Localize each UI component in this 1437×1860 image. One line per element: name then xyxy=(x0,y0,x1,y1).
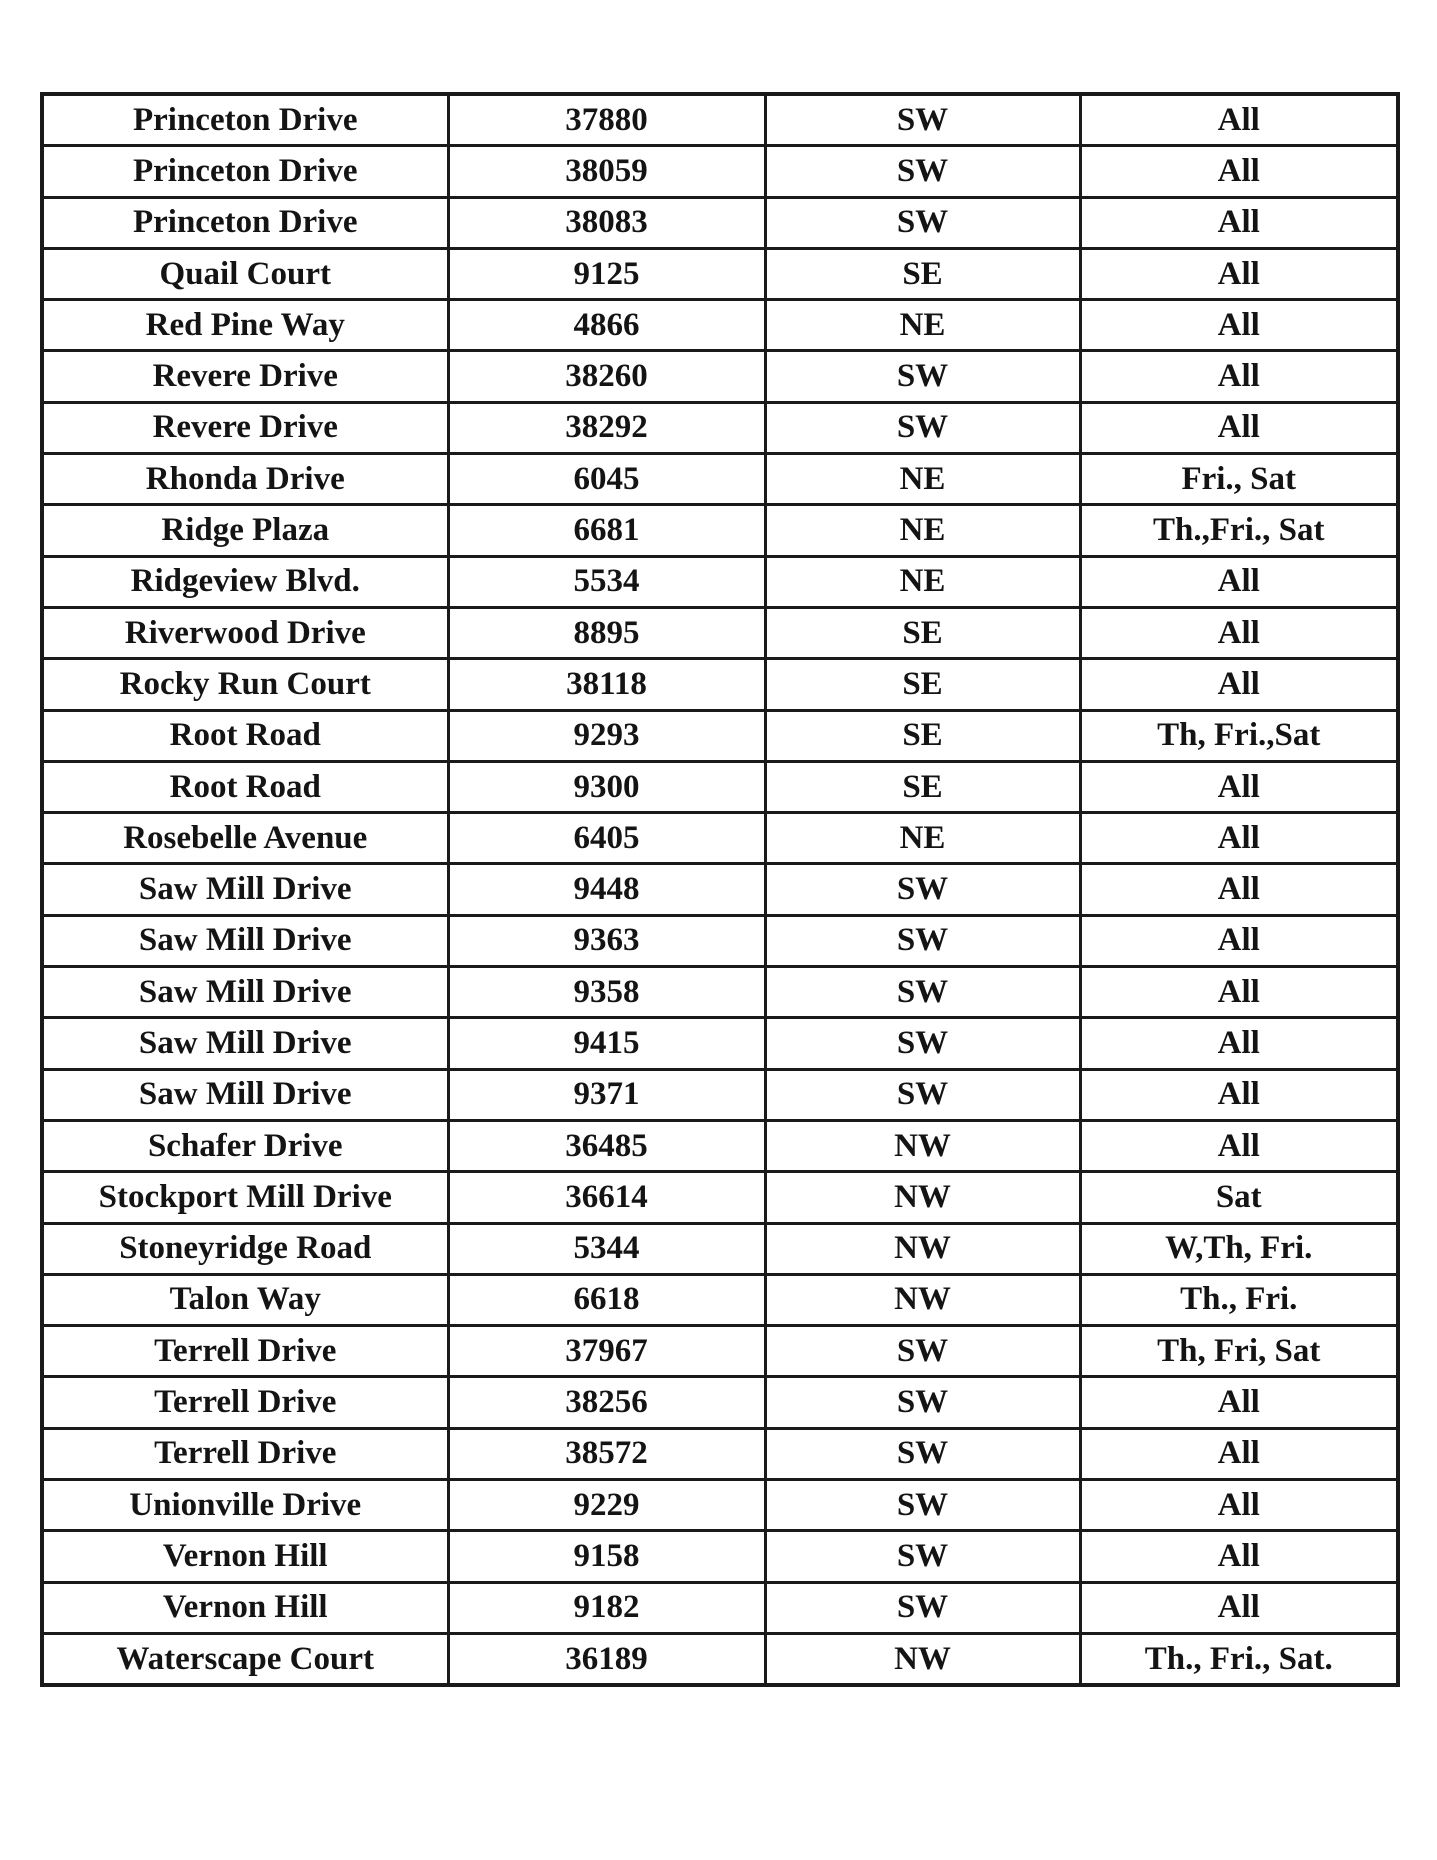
days-cell: Th, Fri, Sat xyxy=(1080,1326,1398,1377)
address-number-cell: 6618 xyxy=(448,1274,765,1325)
table-row xyxy=(42,967,1398,1018)
quadrant-cell: SW xyxy=(765,915,1080,966)
street-name-cell: Stockport Mill Drive xyxy=(42,1172,448,1223)
address-number-cell: 38572 xyxy=(448,1428,765,1479)
days-cell: All xyxy=(1080,1377,1398,1428)
street-name-cell: Schafer Drive xyxy=(42,1120,448,1171)
street-name-cell: Revere Drive xyxy=(42,402,448,453)
quadrant-cell: SW xyxy=(765,197,1080,248)
table-row xyxy=(42,659,1398,710)
street-name-cell: Princeton Drive xyxy=(42,197,448,248)
address-number-cell: 9182 xyxy=(448,1582,765,1633)
table-row xyxy=(42,915,1398,966)
table-row xyxy=(42,94,1398,146)
table-row xyxy=(42,146,1398,197)
table-row xyxy=(42,402,1398,453)
quadrant-cell: SW xyxy=(765,1428,1080,1479)
days-cell: All xyxy=(1080,1582,1398,1633)
days-cell: Th., Fri. xyxy=(1080,1274,1398,1325)
days-cell: All xyxy=(1080,1120,1398,1171)
address-number-cell: 9371 xyxy=(448,1069,765,1120)
address-number-cell: 38059 xyxy=(448,146,765,197)
table-row xyxy=(42,761,1398,812)
street-name-cell: Saw Mill Drive xyxy=(42,1018,448,1069)
address-number-cell: 38292 xyxy=(448,402,765,453)
street-name-cell: Unionville Drive xyxy=(42,1480,448,1531)
quadrant-cell: SW xyxy=(765,1069,1080,1120)
quadrant-cell: NE xyxy=(765,300,1080,351)
quadrant-cell: SW xyxy=(765,94,1080,146)
quadrant-cell: NW xyxy=(765,1274,1080,1325)
table-row xyxy=(42,1582,1398,1633)
days-cell: All xyxy=(1080,556,1398,607)
quadrant-cell: NW xyxy=(765,1223,1080,1274)
days-cell: All xyxy=(1080,402,1398,453)
quadrant-cell: NE xyxy=(765,454,1080,505)
street-name-cell: Ridge Plaza xyxy=(42,505,448,556)
table-row xyxy=(42,505,1398,556)
street-name-cell: Vernon Hill xyxy=(42,1531,448,1582)
days-cell: All xyxy=(1080,1531,1398,1582)
street-name-cell: Stoneyridge Road xyxy=(42,1223,448,1274)
quadrant-cell: SW xyxy=(765,864,1080,915)
address-number-cell: 9448 xyxy=(448,864,765,915)
address-number-cell: 6045 xyxy=(448,454,765,505)
quadrant-cell: SE xyxy=(765,710,1080,761)
table-row xyxy=(42,1377,1398,1428)
days-cell: Th., Fri., Sat. xyxy=(1080,1633,1398,1685)
street-name-cell: Saw Mill Drive xyxy=(42,915,448,966)
street-name-cell: Red Pine Way xyxy=(42,300,448,351)
address-number-cell: 38083 xyxy=(448,197,765,248)
street-name-cell: Saw Mill Drive xyxy=(42,1069,448,1120)
address-number-cell: 5344 xyxy=(448,1223,765,1274)
address-number-cell: 38260 xyxy=(448,351,765,402)
table-row xyxy=(42,1326,1398,1377)
address-number-cell: 9415 xyxy=(448,1018,765,1069)
document-page xyxy=(40,92,1396,1687)
table-row xyxy=(42,813,1398,864)
days-cell: All xyxy=(1080,300,1398,351)
address-number-cell: 6681 xyxy=(448,505,765,556)
days-cell: All xyxy=(1080,915,1398,966)
street-name-cell: Revere Drive xyxy=(42,351,448,402)
address-number-cell: 8895 xyxy=(448,607,765,658)
table-row xyxy=(42,710,1398,761)
table-row xyxy=(42,197,1398,248)
days-cell: All xyxy=(1080,864,1398,915)
address-number-cell: 9229 xyxy=(448,1480,765,1531)
address-number-cell: 36614 xyxy=(448,1172,765,1223)
street-name-cell: Princeton Drive xyxy=(42,146,448,197)
street-name-cell: Rocky Run Court xyxy=(42,659,448,710)
table-row xyxy=(42,1120,1398,1171)
street-name-cell: Quail Court xyxy=(42,248,448,299)
quadrant-cell: SW xyxy=(765,1582,1080,1633)
days-cell: All xyxy=(1080,197,1398,248)
quadrant-cell: SE xyxy=(765,659,1080,710)
days-cell: Th, Fri.,Sat xyxy=(1080,710,1398,761)
street-name-cell: Saw Mill Drive xyxy=(42,967,448,1018)
street-name-cell: Terrell Drive xyxy=(42,1428,448,1479)
street-name-cell: Terrell Drive xyxy=(42,1326,448,1377)
days-cell: All xyxy=(1080,351,1398,402)
street-name-cell: Waterscape Court xyxy=(42,1633,448,1685)
quadrant-cell: SW xyxy=(765,967,1080,1018)
table-row xyxy=(42,248,1398,299)
table-row xyxy=(42,1018,1398,1069)
quadrant-cell: NW xyxy=(765,1120,1080,1171)
table-row xyxy=(42,864,1398,915)
table-row xyxy=(42,1480,1398,1531)
quadrant-cell: SW xyxy=(765,351,1080,402)
days-cell: All xyxy=(1080,659,1398,710)
days-cell: All xyxy=(1080,607,1398,658)
days-cell: All xyxy=(1080,1480,1398,1531)
table-body xyxy=(42,94,1398,1685)
days-cell: Sat xyxy=(1080,1172,1398,1223)
quadrant-cell: NE xyxy=(765,813,1080,864)
table-row xyxy=(42,351,1398,402)
quadrant-cell: SW xyxy=(765,1480,1080,1531)
table-row xyxy=(42,1531,1398,1582)
street-schedule-table xyxy=(40,92,1400,1687)
street-name-cell: Saw Mill Drive xyxy=(42,864,448,915)
street-name-cell: Ridgeview Blvd. xyxy=(42,556,448,607)
address-number-cell: 36189 xyxy=(448,1633,765,1685)
table-row xyxy=(42,1172,1398,1223)
address-number-cell: 36485 xyxy=(448,1120,765,1171)
street-name-cell: Princeton Drive xyxy=(42,94,448,146)
quadrant-cell: SW xyxy=(765,146,1080,197)
address-number-cell: 37880 xyxy=(448,94,765,146)
table-row xyxy=(42,607,1398,658)
address-number-cell: 38118 xyxy=(448,659,765,710)
quadrant-cell: SE xyxy=(765,248,1080,299)
quadrant-cell: SW xyxy=(765,1018,1080,1069)
quadrant-cell: NW xyxy=(765,1633,1080,1685)
days-cell: All xyxy=(1080,146,1398,197)
quadrant-cell: NW xyxy=(765,1172,1080,1223)
table-row xyxy=(42,1274,1398,1325)
table-row xyxy=(42,454,1398,505)
days-cell: All xyxy=(1080,1428,1398,1479)
street-name-cell: Riverwood Drive xyxy=(42,607,448,658)
days-cell: All xyxy=(1080,1069,1398,1120)
quadrant-cell: NE xyxy=(765,505,1080,556)
table-row xyxy=(42,300,1398,351)
street-name-cell: Terrell Drive xyxy=(42,1377,448,1428)
days-cell: All xyxy=(1080,761,1398,812)
days-cell: Th.,Fri., Sat xyxy=(1080,505,1398,556)
table-row xyxy=(42,1633,1398,1685)
days-cell: All xyxy=(1080,94,1398,146)
table-row xyxy=(42,556,1398,607)
quadrant-cell: NE xyxy=(765,556,1080,607)
address-number-cell: 9300 xyxy=(448,761,765,812)
address-number-cell: 5534 xyxy=(448,556,765,607)
address-number-cell: 9158 xyxy=(448,1531,765,1582)
quadrant-cell: SW xyxy=(765,1531,1080,1582)
table-row xyxy=(42,1069,1398,1120)
days-cell: W,Th, Fri. xyxy=(1080,1223,1398,1274)
quadrant-cell: SW xyxy=(765,1326,1080,1377)
address-number-cell: 4866 xyxy=(448,300,765,351)
street-name-cell: Vernon Hill xyxy=(42,1582,448,1633)
days-cell: All xyxy=(1080,248,1398,299)
days-cell: All xyxy=(1080,813,1398,864)
street-name-cell: Root Road xyxy=(42,761,448,812)
table-row xyxy=(42,1428,1398,1479)
street-name-cell: Root Road xyxy=(42,710,448,761)
address-number-cell: 6405 xyxy=(448,813,765,864)
street-name-cell: Rosebelle Avenue xyxy=(42,813,448,864)
quadrant-cell: SW xyxy=(765,1377,1080,1428)
days-cell: Fri., Sat xyxy=(1080,454,1398,505)
street-name-cell: Talon Way xyxy=(42,1274,448,1325)
quadrant-cell: SE xyxy=(765,607,1080,658)
days-cell: All xyxy=(1080,1018,1398,1069)
address-number-cell: 37967 xyxy=(448,1326,765,1377)
street-name-cell: Rhonda Drive xyxy=(42,454,448,505)
address-number-cell: 9363 xyxy=(448,915,765,966)
address-number-cell: 9358 xyxy=(448,967,765,1018)
quadrant-cell: SW xyxy=(765,402,1080,453)
address-number-cell: 9293 xyxy=(448,710,765,761)
address-number-cell: 9125 xyxy=(448,248,765,299)
days-cell: All xyxy=(1080,967,1398,1018)
address-number-cell: 38256 xyxy=(448,1377,765,1428)
quadrant-cell: SE xyxy=(765,761,1080,812)
table-row xyxy=(42,1223,1398,1274)
